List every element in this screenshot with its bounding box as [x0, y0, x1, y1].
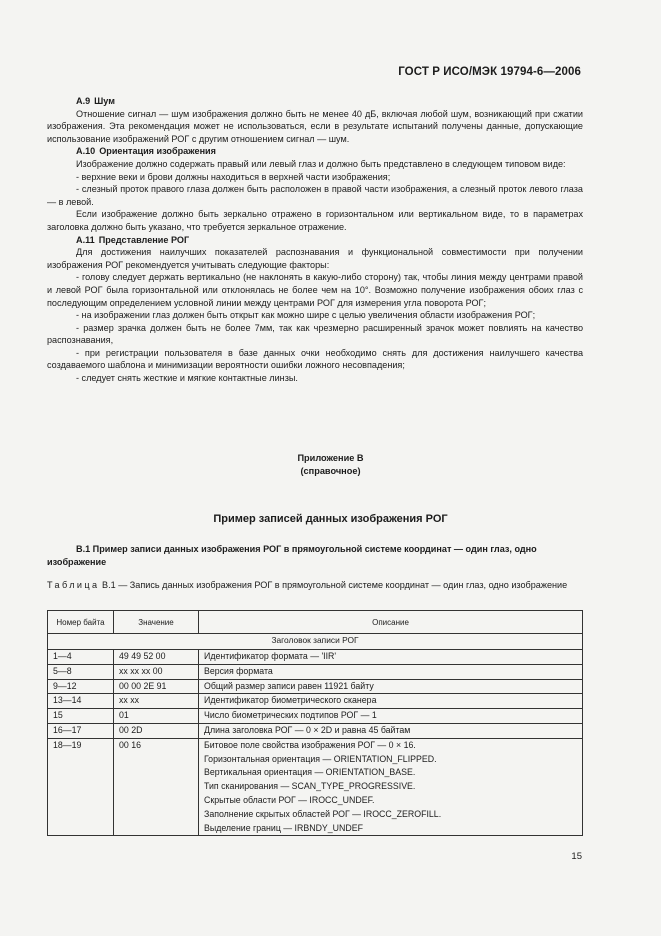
annex-title: Приложение В [297, 453, 364, 463]
group-label: Заголовок записи РОГ [48, 634, 583, 650]
description-cell: Число биометрических подтипов РОГ — 1 [199, 709, 583, 724]
value-cell [114, 766, 199, 780]
byte-cell [48, 808, 114, 822]
value-cell [114, 808, 199, 822]
table-group-row [48, 634, 583, 650]
table-row [48, 794, 583, 808]
section-a11-heading: A.11 Представление РОГ [76, 234, 190, 245]
byte-cell: 9—12 [48, 679, 114, 694]
value-cell: xx xx xx 00 [114, 664, 199, 679]
table-row [48, 766, 583, 780]
table-caption: Таблица В.1 — Запись данных изображения РОГ в прямоугольной системе координат — один глаз, одно изображение [47, 580, 568, 590]
section-a10-heading: A.10 Ориентация изображения [76, 146, 216, 157]
list-item: - голову следует держать вертикально (не наклонять в какую-либо сторону) так, чтобы линия между центрами правой и левой РОГ была горизонтальной или отклонялась не более чем на 10°. Возможно получение изображения обоих глаз с последующим определением условной линии между центрами РОГ для измерения угла поворота РОГ; [47, 272, 583, 308]
description-cell: Тип сканирования — SCAN_TYPE_PROGRESSIVE. [199, 780, 583, 794]
value-cell [114, 822, 199, 836]
table-row [48, 694, 583, 709]
column-header: Значение [114, 611, 199, 634]
byte-cell [48, 794, 114, 808]
description-cell: Заполнение скрытых областей РОГ — IROCC_ZEROFILL. [199, 808, 583, 822]
table-row [48, 808, 583, 822]
table-row [48, 753, 583, 767]
table-row [48, 664, 583, 679]
byte-cell: 1—4 [48, 650, 114, 665]
table-row [48, 709, 583, 724]
table-row [48, 780, 583, 794]
subsection-b1-heading: В.1 Пример записи данных изображения РОГ в прямоугольной системе координат — один глаз, одно изображение [47, 544, 537, 567]
section-a9-heading: A.9 Шум [76, 96, 115, 106]
description-cell: Версия формата [199, 664, 583, 679]
value-cell: 49 49 52 00 [114, 650, 199, 665]
byte-cell [48, 822, 114, 836]
byte-cell: 5—8 [48, 664, 114, 679]
byte-cell: 16—17 [48, 723, 114, 738]
table-row [48, 822, 583, 836]
page-number: 15 [571, 851, 582, 862]
value-cell: 00 2D [114, 723, 199, 738]
byte-cell [48, 753, 114, 767]
description-cell: Общий размер записи равен 11921 байту [199, 679, 583, 694]
table-row [48, 679, 583, 694]
value-cell: 01 [114, 709, 199, 724]
byte-cell [48, 766, 114, 780]
list-item: - верхние веки и брови должны находиться в верхней части изображения; [76, 171, 391, 182]
table-header-row [48, 611, 583, 634]
list-item: - размер зрачка должен быть не более 7мм, так как чрезмерно расширенный зрачок может повлиять на качество распознавания, [47, 322, 583, 346]
list-item: - слезный проток правого глаза должен быть расположен в правой части изображения, а слезный проток левого глаза — в левой. [47, 184, 583, 207]
description-cell: Вертикальная ориентация — ORIENTATION_BASE. [199, 766, 583, 780]
description-cell: Идентификатор биометрического сканера [199, 694, 583, 709]
value-cell: 00 16 [114, 738, 199, 752]
description-cell: Битовое поле свойства изображения РОГ — 0 × 16. [199, 738, 583, 752]
paragraph: Если изображение должно быть зеркально отражено в горизонтальном или вертикальном виде, то в параметрах заголовка должно быть указано, что требуется зеркальное отражение. [47, 209, 583, 232]
description-cell: Горизонтальная ориентация — ORIENTATION_FLIPPED. [199, 753, 583, 767]
list-item: - на изображении глаз должен быть открыт как можно шире с целью увеличения области изображения РОГ; [76, 310, 536, 321]
table-row [48, 650, 583, 665]
value-cell: xx xx [114, 694, 199, 709]
column-header: Описание [199, 611, 583, 634]
document-header: ГОСТ Р ИСО/МЭК 19794-6—2006 [398, 66, 581, 78]
annex-heading: Пример записей данных изображения РОГ [213, 513, 448, 525]
main-text [47, 95, 583, 385]
value-cell [114, 780, 199, 794]
data-table [47, 610, 583, 836]
list-item: - следует снять жесткие и мягкие контактные линзы. [76, 373, 298, 384]
value-cell [114, 753, 199, 767]
table-row [48, 738, 583, 752]
paragraph: Изображение должно содержать правый или левый глаз и должно быть представлено в следующем типовом виде: [76, 158, 566, 169]
paragraph: Отношение сигнал — шум изображения должно быть не менее 40 дБ, включая любой шум, возникающий при сжатии изображения. Эта рекомендация может не использоваться, если в результате испытаний получены данные, допускающие использование изображений РОГ с другим отношением сигнал — шум. [47, 108, 583, 144]
description-cell: Скрытые области РОГ — IROCC_UNDEF. [199, 794, 583, 808]
byte-cell: 18—19 [48, 738, 114, 752]
value-cell [114, 794, 199, 808]
description-cell: Выделение границ — IRBNDY_UNDEF [199, 822, 583, 836]
description-cell: Длина заголовка РОГ — 0 × 2D и равна 45 байтам [199, 723, 583, 738]
annex-kind: (справочное) [300, 466, 361, 476]
column-header: Номер байта [48, 611, 114, 634]
byte-cell: 15 [48, 709, 114, 724]
description-cell: Идентификатор формата — 'IIR' [199, 650, 583, 665]
table-row [48, 723, 583, 738]
byte-cell [48, 780, 114, 794]
paragraph: Для достижения наилучших показателей распознавания и функциональной совместимости при получении изображения РОГ рекомендуется учитывать следующие факторы: [47, 247, 583, 270]
value-cell: 00 00 2E 91 [114, 679, 199, 694]
byte-cell: 13—14 [48, 694, 114, 709]
table-body [48, 634, 583, 836]
list-item: - при регистрации пользователя в базе данных очки необходимо снять для достижения наилучшего качества создаваемого шаблона и минимизации вероятности ошибки ложного несовпадения; [47, 347, 583, 371]
